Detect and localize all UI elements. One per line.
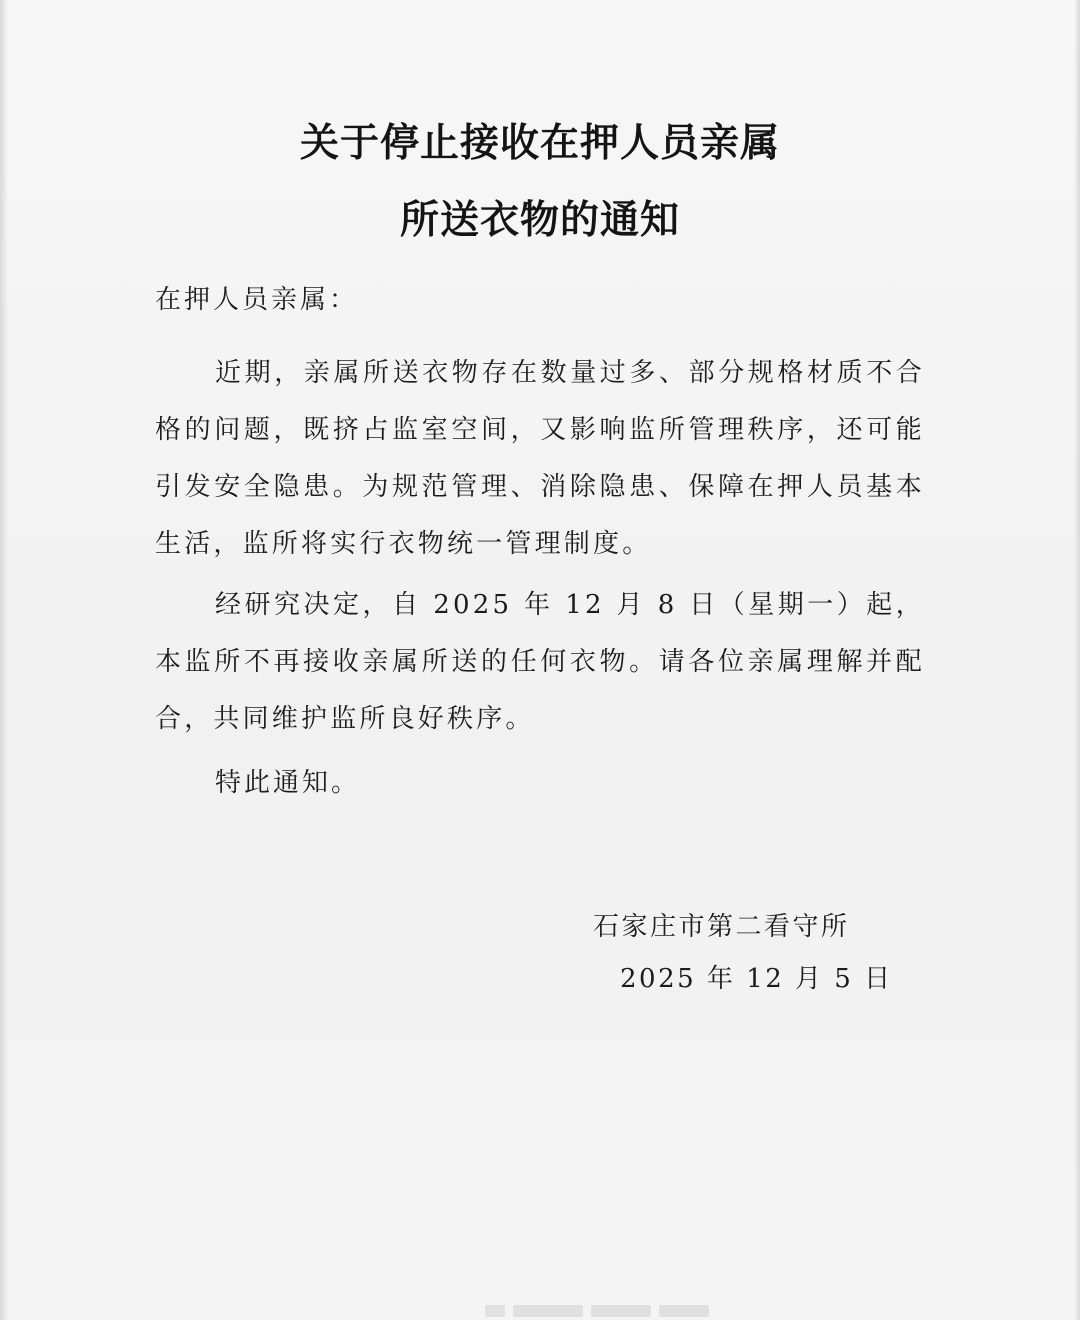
faded-watermark xyxy=(485,1302,755,1320)
notice-title-line-1: 关于停止接收在押人员亲属 xyxy=(299,120,780,166)
closing-line: 特此通知。 xyxy=(215,768,361,798)
salutation: 在押人员亲属： xyxy=(155,285,359,315)
signature-date: 2025 年 12 月 5 日 xyxy=(620,964,893,994)
body-paragraph-1: 近期，亲属所送衣物存在数量过多、部分规格材质不合格的问题，既挤占监室空间，又影响监所管理秩序，还可能引发安全隐患。为规范管理、消除隐患、保障在押人员基本生活，监所将实行衣物统一管理制度。 xyxy=(155,358,925,559)
body-paragraph-2: 经研究决定，自 2025 年 12 月 8 日（星期一）起，本监所不再接收亲属所送的任何衣物。请各位亲属理解并配合，共同维护监所良好秩序。 xyxy=(155,590,925,734)
notice-title-line-2: 所送衣物的通知 xyxy=(399,197,680,243)
signature-organization: 石家庄市第二看守所 xyxy=(593,912,850,942)
